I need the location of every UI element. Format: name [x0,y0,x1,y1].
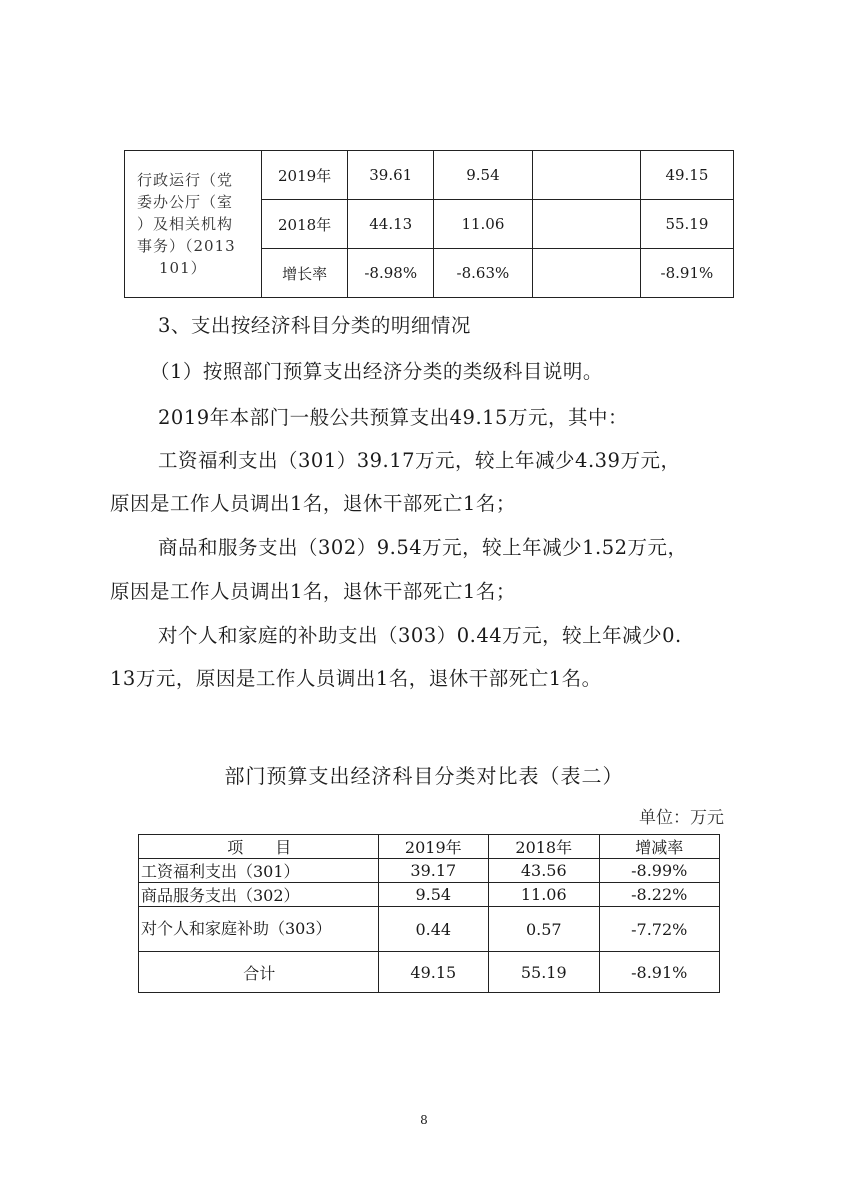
value-cell: 43.56 [489,859,599,883]
value-cell [532,249,640,298]
value-cell: 0.44 [378,907,488,952]
rate-cell: -7.72% [599,907,720,952]
category-line: 行政运行（党 [137,171,234,189]
table-row [139,859,720,883]
category-line: ）及相关机构 [137,215,234,233]
table-row [125,151,734,200]
table-total-row [139,952,720,993]
value-cell: 11.06 [489,883,599,907]
table-header-row [139,835,720,859]
value-cell: 55.19 [640,200,733,249]
year-cell: 增长率 [261,249,348,298]
item-cell: 商品服务支出（302） [139,883,379,907]
value-cell: 49.15 [378,952,488,993]
column-header: 2018年 [489,835,599,859]
expenditure-detail-table [124,150,734,298]
value-cell: 39.17 [378,859,488,883]
year-cell: 2018年 [261,200,348,249]
table-row [139,883,720,907]
value-cell: -8.91% [640,249,733,298]
paragraph: 原因是工作人员调出1名，退休干部死亡1名； [110,580,516,603]
paragraph: 对个人和家庭的补助支出（303）0.44万元，较上年减少0. [158,624,682,647]
paragraph: 工资福利支出（301）39.17万元，较上年减少4.39万元， [158,449,681,472]
value-cell: -8.98% [348,249,434,298]
total-label: 合计 [139,952,379,993]
paragraph: 2019年本部门一般公共预算支出49.15万元，其中： [158,406,628,429]
value-cell: 0.57 [489,907,599,952]
value-cell: 9.54 [433,151,532,200]
value-cell: 11.06 [433,200,532,249]
value-cell: 55.19 [489,952,599,993]
paragraph: 13万元，原因是工作人员调出1名，退休干部死亡1名。 [110,667,602,690]
year-cell: 2019年 [261,151,348,200]
rate-cell: -8.99% [599,859,720,883]
economic-classification-table [138,834,720,993]
item-cell: 工资福利支出（301） [139,859,379,883]
item-cell: 对个人和家庭补助（303） [139,907,379,952]
value-cell [532,151,640,200]
rate-cell: -8.22% [599,883,720,907]
value-cell: 39.61 [348,151,434,200]
category-cell [125,151,262,298]
column-header: 增减率 [599,835,720,859]
category-line: 101） [159,259,207,277]
paragraph: 商品和服务支出（302）9.54万元，较上年减少1.52万元， [158,536,688,559]
page-number: 8 [420,1113,428,1127]
paragraph: （1）按照部门预算支出经济分类的类级科目说明。 [150,360,603,383]
unit-label: 单位：万元 [639,808,724,828]
paragraph: 原因是工作人员调出1名，退休干部死亡1名； [110,492,516,515]
table-title: 部门预算支出经济科目分类对比表（表二） [224,764,624,788]
value-cell: -8.63% [433,249,532,298]
value-cell: 44.13 [348,200,434,249]
rate-cell: -8.91% [599,952,720,993]
value-cell [532,200,640,249]
category-line: 事务）（2013 [137,237,236,255]
column-header: 2019年 [378,835,488,859]
value-cell: 49.15 [640,151,733,200]
category-line: 委办公厅（室 [137,193,234,211]
value-cell: 9.54 [378,883,488,907]
table-row [139,907,720,952]
column-header: 项 目 [139,835,379,859]
section-heading: 3、支出按经济科目分类的明细情况 [158,314,471,337]
